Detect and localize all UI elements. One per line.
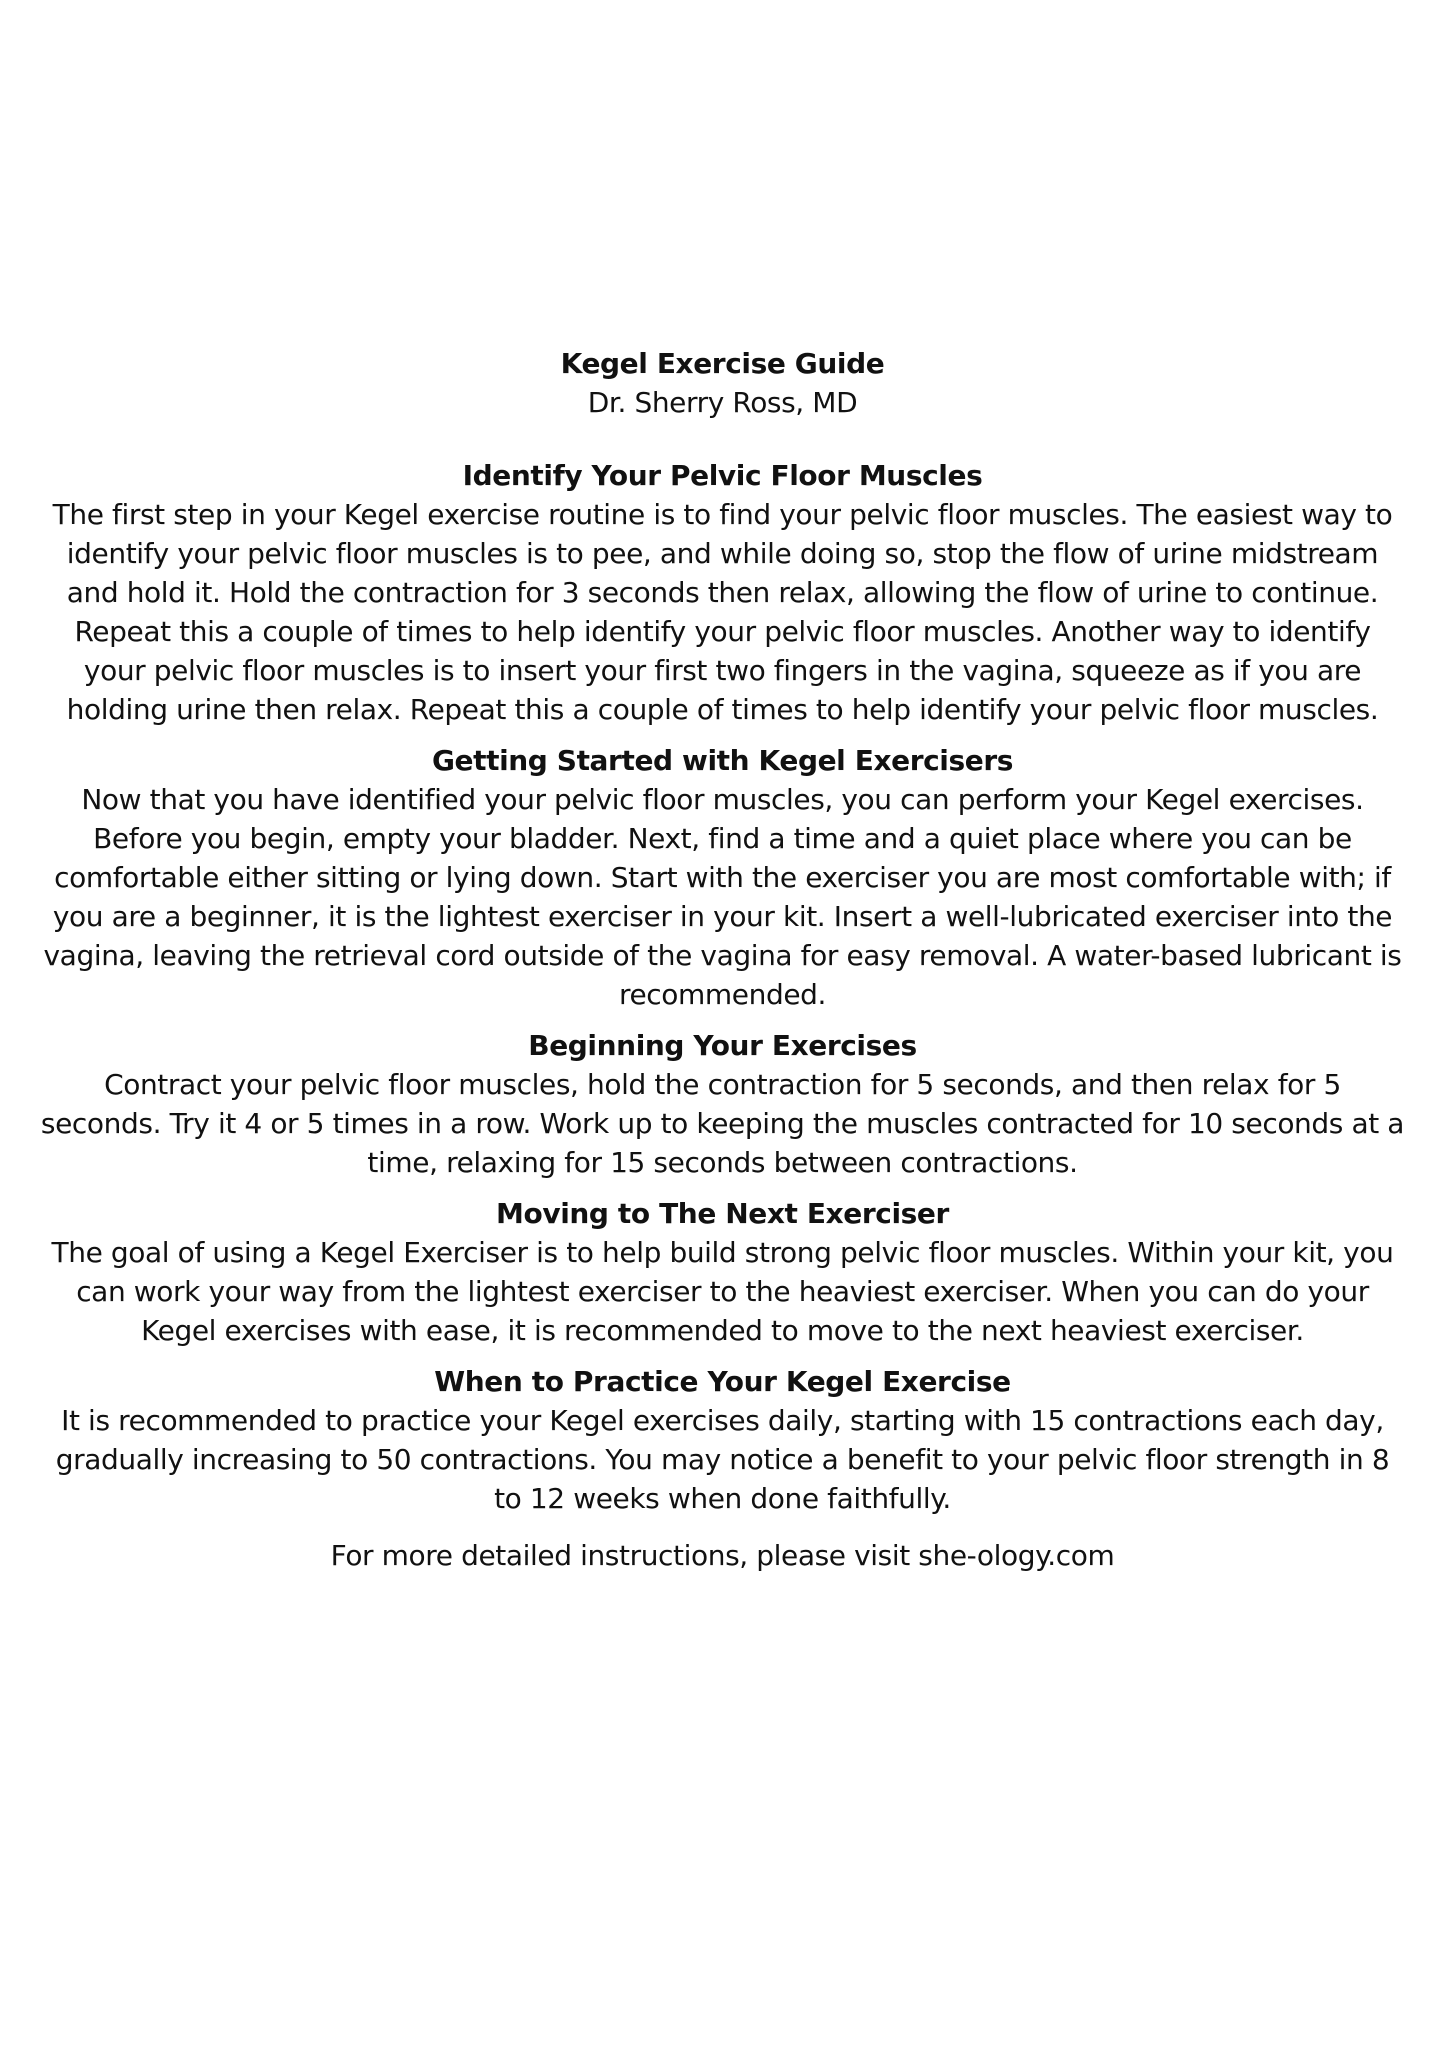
section-body: Contract your pelvic floor muscles, hold the contraction for 5 seconds, and then relax for 5 seconds. Try it 4 or 5 times in a row. Work up to keeping the muscles contracted for 10 seconds at a time, relaxing for 15 seconds between contractions. <box>40 1068 1405 1179</box>
section-heading: Getting Started with Kegel Exercisers <box>431 744 1014 777</box>
footer-note: For more detailed instructions, please visit she-ology.com <box>330 1539 1115 1572</box>
document-header <box>40 344 1405 422</box>
section-when-to-practice <box>40 1362 1405 1518</box>
section-next-exerciser <box>40 1194 1405 1350</box>
section-heading: When to Practice Your Kegel Exercise <box>434 1365 1011 1398</box>
document-author: Dr. Sherry Ross, MD <box>587 386 858 419</box>
section-body: The goal of using a Kegel Exerciser is to help build strong pelvic floor muscles. Within your kit, you can work your way from the lightest exerciser to the heaviest exerciser. When you can do your Kegel exercises with ease, it is recommended to move to the next heaviest exerciser. <box>51 1236 1394 1347</box>
section-getting-started <box>40 741 1405 1014</box>
section-body: The first step in your Kegel exercise routine is to find your pelvic floor muscles. The easiest way to identify your pelvic floor muscles is to pee, and while doing so, stop the flow of urine midstream and hold it. Hold the contraction for 3 seconds then relax, allowing the flow of urine to continue. Repeat this a couple of times to help identify your pelvic floor muscles. Another way to identify your pelvic floor muscles is to insert your first two fingers in the vagina, squeeze as if you are holding urine then relax. Repeat this a couple of times to help identify your pelvic floor muscles. <box>52 498 1393 726</box>
section-beginning-exercises <box>40 1026 1405 1182</box>
section-heading: Beginning Your Exercises <box>528 1029 917 1062</box>
document <box>40 344 1405 1575</box>
section-identify-muscles <box>40 456 1405 729</box>
section-body: It is recommended to practice your Kegel exercises daily, starting with 15 contractions each day, gradually increasing to 50 contractions. You may notice a benefit to your pelvic floor strength in 8 to 12 weeks when done faithfully. <box>55 1404 1390 1515</box>
document-title: Kegel Exercise Guide <box>560 347 885 380</box>
section-heading: Moving to The Next Exerciser <box>496 1197 949 1230</box>
section-body: Now that you have identified your pelvic floor muscles, you can perform your Kegel exercises. Before you begin, empty your bladder. Next, find a time and a quiet place where you can be comfortable either sitting or lying down. Start with the exerciser you are most comfortable with; if you are a beginner, it is the lightest exerciser in your kit. Insert a well-lubricated exerciser into the vagina, leaving the retrieval cord outside of the vagina for easy removal. A water-based lubricant is recommended. <box>43 783 1402 1011</box>
section-heading: Identify Your Pelvic Floor Muscles <box>462 459 983 492</box>
